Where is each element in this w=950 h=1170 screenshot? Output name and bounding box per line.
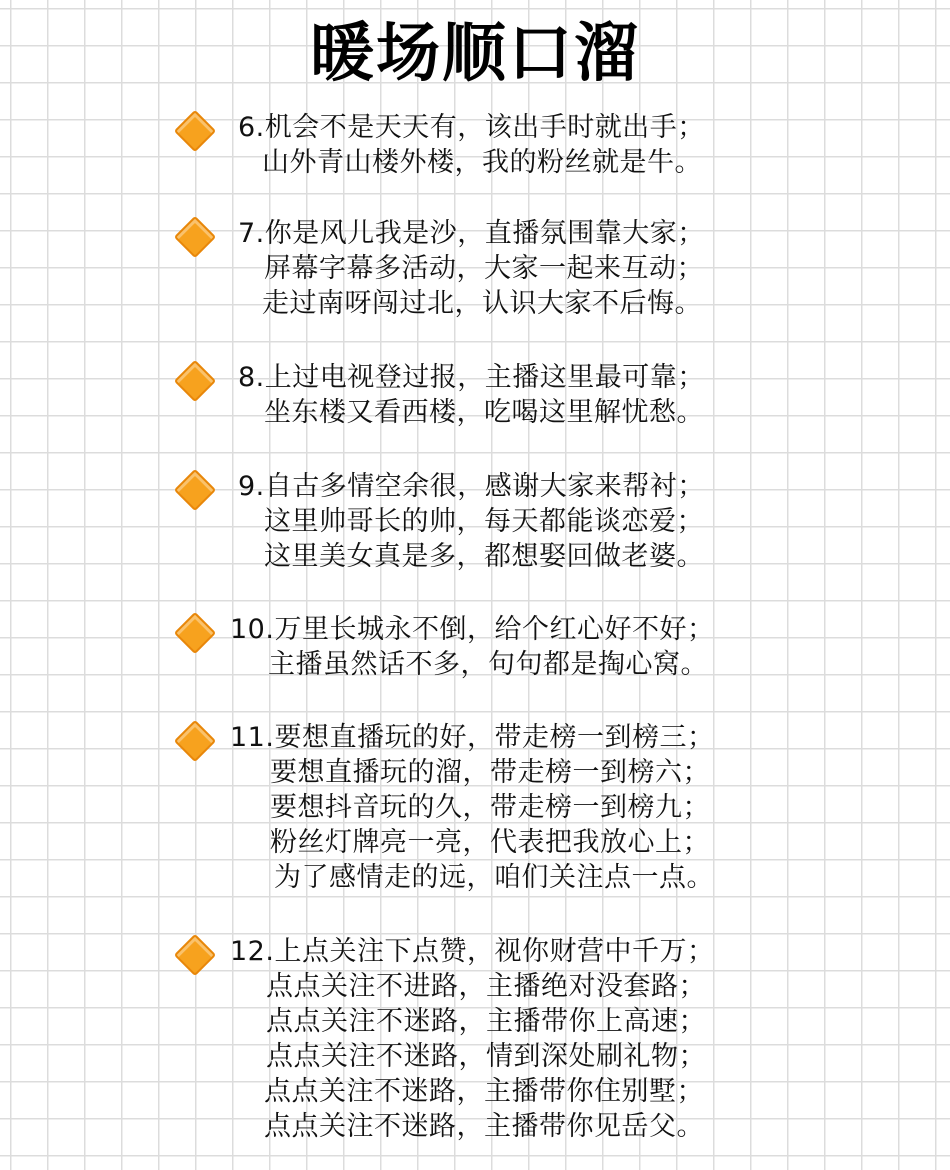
verse-line: 主播虽然话不多，句句都是掏心窝。 [268,649,708,680]
orange-diamond-icon [174,360,216,402]
verse-line: 要想直播玩的溜，带走榜一到榜六； [270,757,710,788]
orange-diamond-icon [174,720,216,762]
verse-number: 6. [238,112,265,143]
verse-line: 点点关注不迷路，主播带你住别墅； [264,1076,704,1107]
verse-line: 你是风儿我是沙，直播氛围靠大家； [264,218,705,249]
verse-line: 这里美女真是多，都想娶回做老婆。 [264,541,704,572]
verse-line: 点点关注不迷路，情到深处刷礼物； [266,1041,706,1072]
verse-line: 自古多情空余很，感谢大家来帮衬； [264,471,705,502]
orange-diamond-icon [174,612,216,654]
verse-line: 走过南呀闯过北，认识大家不后悔。 [262,288,702,319]
orange-diamond-icon [174,934,216,976]
verse-number: 10. [230,614,275,645]
verse-line: 万里长城永不倒，给个红心好不好； [274,614,715,645]
verse-line: 点点关注不进路，主播绝对没套路； [266,971,706,1002]
verse-line: 粉丝灯牌亮一亮，代表把我放心上； [270,827,710,858]
orange-diamond-icon [174,469,216,511]
verse-line: 这里帅哥长的帅，每天都能谈恋爱； [264,506,704,537]
verse-number: 7. [238,218,265,249]
verse-line: 要想直播玩的好，带走榜一到榜三； [274,722,715,753]
orange-diamond-icon [174,110,216,152]
verse-line: 点点关注不迷路，主播带你上高速； [266,1006,706,1037]
verse-line: 上点关注下点赞，视你财营中千万； [274,936,715,967]
verse-number: 12. [230,936,275,967]
verse-number: 8. [238,362,265,393]
verse-number: 11. [230,722,275,753]
orange-diamond-icon [174,216,216,258]
verse-line: 为了感情走的远，咱们关注点一点。 [274,862,714,893]
verse-line: 点点关注不迷路，主播带你见岳父。 [264,1111,704,1142]
page-title: 暖场顺口溜 [310,17,640,91]
verse-number: 9. [238,471,265,502]
verse-line: 山外青山楼外楼，我的粉丝就是牛。 [262,147,702,178]
verse-line: 要想抖音玩的久，带走榜一到榜九； [270,792,710,823]
verse-line: 坐东楼又看西楼，吃喝这里解忧愁。 [264,397,704,428]
verse-line: 机会不是天天有，该出手时就出手； [264,112,705,143]
verse-line: 上过电视登过报，主播这里最可靠； [264,362,705,393]
verse-line: 屏幕字幕多活动，大家一起来互动； [264,253,704,284]
